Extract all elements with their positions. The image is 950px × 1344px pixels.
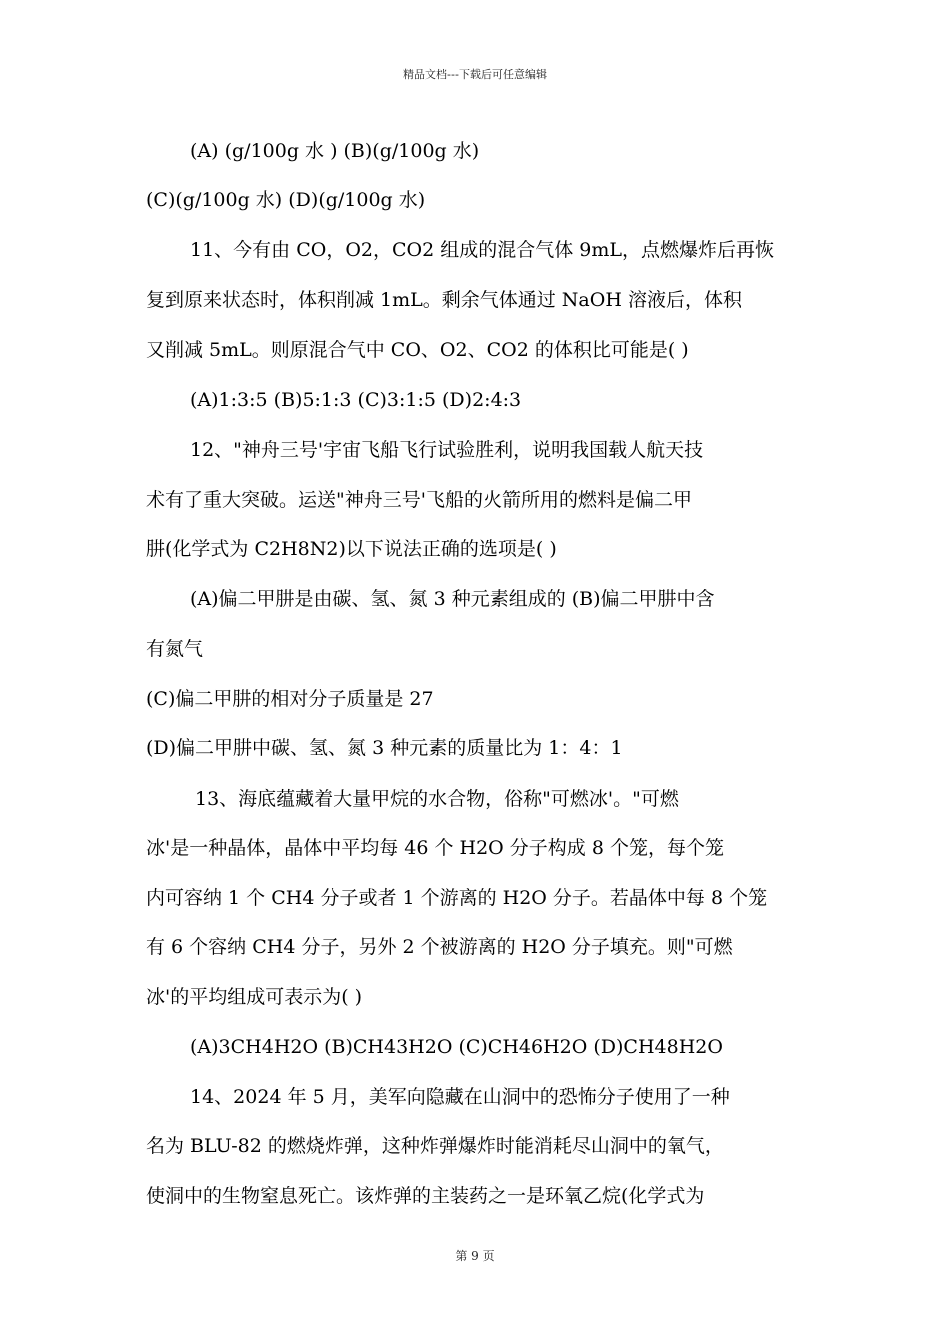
text-line: 14、2024 年 5 月，美军向隐藏在山洞中的恐怖分子使用了一种 [190,1086,730,1108]
text-line: 冰'的平均组成可表示为( ) [146,986,363,1008]
text-line: 有 6 个容纳 CH4 分子，另外 2 个被游离的 H2O 分子填充。则"可燃 [146,936,733,958]
text-line: (C)偏二甲肼的相对分子质量是 27 [146,688,434,710]
text-line: 名为 BLU-82 的燃烧炸弹，这种炸弹爆炸时能消耗尽山洞中的氧气， [146,1135,724,1157]
text-line: 12、"神舟三号'宇宙飞船飞行试验胜利，说明我国载人航天技 [190,439,704,461]
text-line: 13、海底蕴藏着大量甲烷的水合物，俗称"可燃冰'。"可燃 [195,788,679,810]
text-line: 术有了重大突破。运送"神舟三号'飞船的火箭所用的燃料是偏二甲 [146,489,692,511]
page-header: 精品文档---下载后可任意编辑 [403,68,547,81]
text-line: (A)偏二甲肼是由碳、氢、氮 3 种元素组成的 (B)偏二甲肼中含 [190,588,715,610]
text-line: 冰'是一种晶体，晶体中平均每 46 个 H2O 分子构成 8 个笼，每个笼 [146,837,724,859]
text-line: (A)3CH4H2O (B)CH43H2O (C)CH46H2O (D)CH48H2O [190,1036,723,1058]
text-line: 有氮气 [146,638,204,660]
text-line: (D)偏二甲肼中碳、氢、氮 3 种元素的质量比为 1：4：1 [146,737,623,759]
text-line: 使洞中的生物窒息死亡。该炸弹的主装药之一是环氧乙烷(化学式为 [146,1185,705,1207]
text-line: 内可容纳 1 个 CH4 分子或者 1 个游离的 H2O 分子。若晶体中每 8 个笼 [146,887,768,909]
text-line: 11、今有由 CO，O2，CO2 组成的混合气体 9mL，点燃爆炸后再恢 [190,239,775,261]
text-line: 又削减 5mL。则原混合气中 CO、O2、CO2 的体积比可能是( ) [146,339,689,361]
text-line: 复到原来状态时，体积削减 1mL。剩余气体通过 NaOH 溶液后，体积 [146,289,742,311]
text-line: (A)1:3:5 (B)5:1:3 (C)3:1:5 (D)2:4:3 [190,389,522,411]
text-line: (C)(g/100g 水) (D)(g/100g 水) [146,189,426,211]
text-line: 肼(化学式为 C2H8N2)以下说法正确的选项是( ) [146,538,557,560]
text-line: (A) (g/100g 水 ) (B)(g/100g 水) [190,140,480,162]
page-number: 第 9 页 [455,1249,495,1263]
